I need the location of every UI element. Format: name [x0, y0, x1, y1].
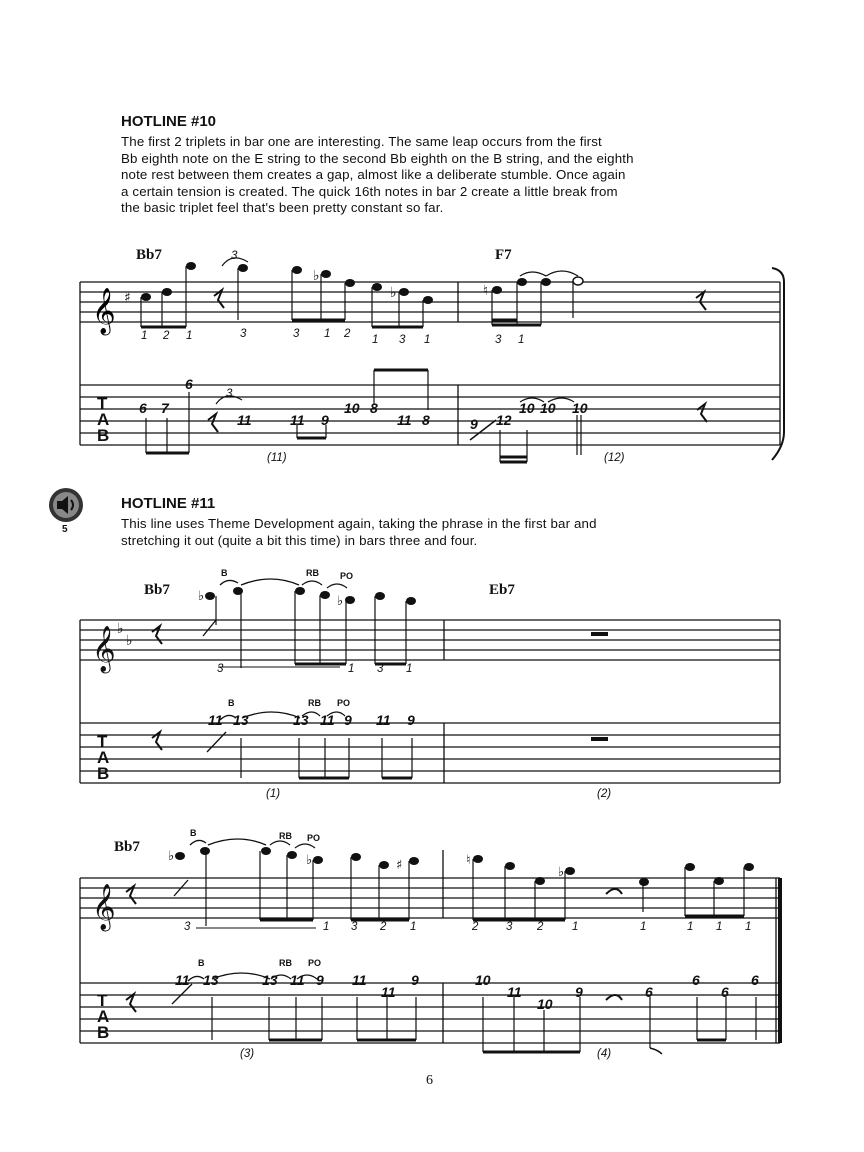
hotline-11-noteheads-1 — [205, 587, 416, 605]
tab-letter-t: T — [97, 991, 108, 1010]
page-number: 6 — [426, 1073, 433, 1088]
tab-letter-t: T — [97, 732, 108, 751]
hotline-11-noteheads-2 — [175, 847, 754, 886]
svg-text:♯: ♯ — [396, 858, 403, 873]
key-signature-flats — [117, 621, 133, 649]
bar-number: (12) — [604, 452, 625, 464]
svg-text:♭: ♭ — [313, 268, 320, 284]
release-bend-label: RB — [306, 568, 319, 578]
triplet-mark: 3 — [231, 250, 238, 262]
tab-fret: 9 — [575, 984, 583, 1000]
hotline-11-line-2: stretching it out (quite a bit this time) in bars three and four. — [121, 532, 478, 548]
svg-text:♭: ♭ — [126, 633, 133, 649]
tab-fret: 10 — [519, 400, 535, 416]
hotline-11-tab-2-lines — [80, 983, 780, 1043]
fingering: 2 — [472, 921, 479, 933]
tab-fret: 11 — [352, 972, 367, 988]
hotline-11-line-1: This line uses Theme Development again, taking the phrase in the first bar and — [121, 516, 597, 531]
fingering: 1 — [348, 663, 355, 675]
fingering: 2 — [163, 330, 170, 342]
tab-fret: 10 — [344, 400, 360, 416]
tab-fret: 9 — [316, 972, 324, 988]
treble-clef-icon: 𝄞 — [92, 288, 116, 334]
svg-text:♮: ♮ — [483, 283, 489, 299]
fingering: 1 — [518, 334, 525, 346]
svg-text:♮: ♮ — [466, 853, 471, 868]
pull-off-label-tab: PO — [308, 958, 322, 968]
tab-fret: 6 — [692, 972, 700, 988]
fingering: 3 — [240, 328, 247, 340]
hotline-10-line-3: note rest between them creates a gap, almost like a deliberate stumble. Once again — [121, 167, 626, 183]
grace-slash — [203, 620, 216, 636]
flat-accidental: ♭ — [337, 594, 344, 609]
tab-fret: 11 — [290, 972, 305, 988]
fingering: 3 — [506, 921, 513, 933]
hotline-10-line-4: a certain tension is created. The quick 16th notes in bar 2 create a little break from — [121, 183, 618, 199]
tab-fret: 9 — [407, 712, 415, 728]
fingering: 1 — [324, 328, 331, 340]
fingering: 1 — [141, 330, 148, 342]
tab-fret: 6 — [721, 984, 729, 1000]
tab-letter-t: T — [97, 394, 108, 413]
fingering: 1 — [186, 330, 193, 342]
hotline-10-line-1: The first 2 triplets in bar one are interesting. The same leap occurs from the first — [121, 134, 602, 149]
fingering: 3 — [399, 334, 406, 346]
tab-fret: 11 — [320, 712, 335, 728]
chord-bb7: Bb7 — [144, 582, 170, 598]
flag-mark — [650, 1048, 662, 1054]
tab-fret: 11 — [376, 712, 391, 728]
hotline-11-tab-stems-2 — [212, 997, 756, 1052]
fingering: 1 — [687, 921, 694, 933]
fingering: 3 — [184, 921, 191, 933]
tab-letter-a: A — [97, 1007, 110, 1026]
whole-rest — [591, 632, 608, 636]
bend-label-tab: B — [198, 958, 205, 968]
hotline-10-title: HOTLINE #10 — [121, 113, 217, 130]
svg-text:♭: ♭ — [168, 849, 175, 864]
fingering: 1 — [424, 334, 431, 346]
fingering: 1 — [716, 921, 723, 933]
tab-fret: 9 — [411, 972, 419, 988]
tab-letter-b: B — [97, 1023, 110, 1042]
hotline-11-tab-stems-1 — [241, 738, 412, 778]
hotline-10-line-2: Bb eighth note on the E string to the second Bb eighth on the B string, and the eighth — [121, 150, 634, 166]
svg-text:♭: ♭ — [390, 285, 397, 301]
triplet-mark-tab: 3 — [226, 388, 233, 400]
tab-fret: 8 — [370, 400, 378, 416]
tab-fret: 13 — [293, 712, 309, 728]
hotline-10-line-5: the basic triplet feel that's been pretty constant so far. — [121, 200, 444, 216]
flat-accidental: ♭ — [198, 589, 205, 604]
tab-fret: 10 — [540, 400, 556, 416]
svg-text:♭: ♭ — [306, 853, 313, 868]
pull-off-label: PO — [340, 571, 354, 581]
hotline-11-barlines-2 — [80, 850, 776, 1043]
bar-number: (3) — [240, 1048, 255, 1060]
fingering: 3 — [495, 334, 502, 346]
fingering: 1 — [745, 921, 752, 933]
fingering: 1 — [372, 334, 379, 346]
chord-f7: F7 — [495, 247, 512, 263]
fingering: 1 — [410, 921, 417, 933]
bar-number: (4) — [597, 1048, 612, 1060]
tab-fret: 11 — [397, 412, 412, 428]
bend-label: B — [190, 828, 197, 838]
tab-fret: 6 — [139, 400, 147, 416]
release-bend-label-tab: RB — [279, 958, 292, 968]
hotline-11-staff-1-lines — [80, 620, 780, 660]
bar-number: (1) — [266, 788, 281, 800]
fingering: 1 — [406, 663, 413, 675]
fingering: 3 — [351, 921, 358, 933]
tab-fret: 6 — [185, 376, 193, 392]
tab-fret: 11 — [208, 712, 223, 728]
fingering: 2 — [537, 921, 544, 933]
tab-fret: 11 — [175, 972, 190, 988]
chord-eb7: Eb7 — [489, 582, 515, 598]
tab-fret: 8 — [422, 412, 430, 428]
tab-fret: 11 — [507, 984, 522, 1000]
release-bend-label-tab: RB — [308, 698, 321, 708]
chord-bb7: Bb7 — [114, 839, 140, 855]
bar-number: (11) — [267, 452, 287, 464]
tab-letter-b: B — [97, 426, 110, 445]
tab-fret: 10 — [537, 996, 553, 1012]
fingering: 3 — [217, 663, 224, 675]
tab-fret: 11 — [290, 412, 305, 428]
svg-text:♭: ♭ — [558, 865, 565, 880]
tab-fret: 9 — [321, 412, 329, 428]
tab-fret: 9 — [344, 712, 352, 728]
tab-fret: 12 — [496, 412, 512, 428]
fingering: 1 — [323, 921, 330, 933]
hotline-11-tab-1-lines — [80, 723, 780, 783]
rest-symbols — [126, 626, 622, 1012]
bend-label-tab: B — [228, 698, 235, 708]
fingering: 3 — [293, 328, 300, 340]
bar-number: (2) — [597, 788, 612, 800]
audio-track-number: 5 — [62, 524, 68, 535]
tab-fret: 13 — [262, 972, 278, 988]
chord-bb7: Bb7 — [136, 247, 162, 263]
hotline-11-title: HOTLINE #11 — [121, 495, 216, 512]
fingering: 3 — [377, 663, 384, 675]
pull-off-label: PO — [307, 833, 321, 843]
svg-text:♭: ♭ — [117, 621, 124, 637]
tab-fret: 13 — [233, 712, 249, 728]
tab-letter-a: A — [97, 748, 110, 767]
tab-letter-b: B — [97, 764, 110, 783]
fingering: 2 — [380, 921, 387, 933]
fingering: 2 — [344, 328, 351, 340]
bend-label: B — [221, 568, 228, 578]
svg-text:♯: ♯ — [124, 290, 131, 306]
whole-rest-tab — [591, 737, 608, 741]
tab-fret: 10 — [572, 400, 588, 416]
tab-fret: 6 — [751, 972, 759, 988]
pull-off-label-tab: PO — [337, 698, 351, 708]
fingering: 1 — [640, 921, 647, 933]
tab-letter-a: A — [97, 410, 110, 429]
treble-clef-icon: 𝄞 — [92, 884, 116, 930]
tab-fret: 11 — [237, 412, 252, 428]
fingering: 1 — [572, 921, 579, 933]
tab-fret: 11 — [381, 984, 396, 1000]
treble-clef-icon: 𝄞 — [92, 626, 116, 672]
tab-fret: 6 — [645, 984, 653, 1000]
hotline-11-ties-2 — [188, 839, 317, 981]
tab-fret: 7 — [161, 400, 169, 416]
tab-fret: 9 — [470, 416, 478, 432]
tab-fret: 10 — [475, 972, 491, 988]
release-bend-label: RB — [279, 831, 292, 841]
tab-fret: 13 — [203, 972, 219, 988]
